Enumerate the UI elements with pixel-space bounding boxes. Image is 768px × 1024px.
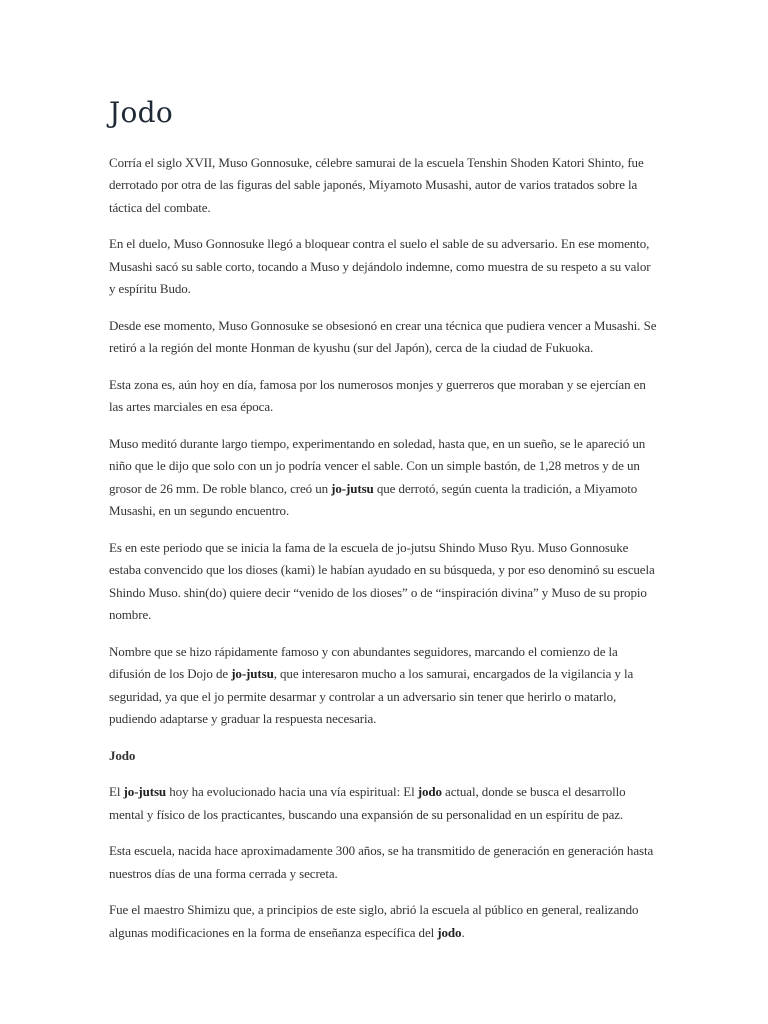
paragraph-7-text-a: Nombre que se hizo rápidamente famoso y con abundantes seguidores, marcando el comienzo de la difusión de los Dojo de xyxy=(109,643,618,682)
article xyxy=(109,96,659,958)
section-subheading: Jodo xyxy=(109,747,136,763)
page-title: Jodo xyxy=(109,96,174,129)
paragraph-9: Esta escuela, nacida hace aproximadamente 300 años, se ha transmitido de generación en generación hasta nuestros días de una forma cerrada y secreta. xyxy=(109,843,654,881)
paragraph-7 xyxy=(109,641,659,731)
paragraph-10 xyxy=(109,899,659,944)
paragraph-7-bold-term: jo-jutsu xyxy=(231,666,274,682)
paragraph-10-text-a: Fue el maestro Shimizu que, a principios de este siglo, abrió la escuela al público en general, realizando algunas modificaciones en la forma de enseñanza específica del xyxy=(109,902,639,940)
paragraph-5-bold-term: jo-jutsu xyxy=(331,480,374,496)
paragraph-3: Desde ese momento, Muso Gonnosuke se obsesionó en crear una técnica que pudiera vencer a Musashi. Se retiró a la región del monte Honman de kyushu (sur del Japón), cerca de la ciudad de Fukuoka. xyxy=(109,317,657,356)
paragraph-8-text-e: actual, donde se busca el desarrollo mental y físico de los practicantes, buscando una expansión de su personalidad en un espíritu de paz. xyxy=(109,784,626,822)
paragraph-8 xyxy=(109,781,659,826)
paragraph-7-text-c: , que interesaron mucho a los samurai, encargados de la vigilancia y la seguridad, ya que el jo permite desarmar y controlar a un adversario sin tener que herirlo o matarlo, pudiendo adaptarse y graduar la respuesta necesaria. xyxy=(109,666,634,727)
paragraph-5-text-a: Muso meditó durante largo tiempo, experimentando en soledad, hasta que, en un sueño, se le apareció un niño que le dijo que solo con un jo podría vencer el sable. Con un simple bastón, de 1,28 metros y de un grosor de 26 mm. De roble blanco, creó un xyxy=(109,435,646,496)
paragraph-1: Corría el siglo XVII, Muso Gonnosuke, célebre samurai de la escuela Tenshin Shoden Katori Shinto, fue derrotado por otra de las figuras del sable japonés, Miyamoto Musashi, autor de varios tratados sobre la táctica del combate. xyxy=(109,154,644,215)
paragraph-8-bold-term-2: jodo xyxy=(417,784,442,800)
paragraph-8-text-c: hoy ha evolucionado hacia una vía espiritual: El xyxy=(166,784,418,800)
paragraph-6: Es en este periodo que se inicia la fama de la escuela de jo-jutsu Shindo Muso Ryu. Muso Gonnosuke estaba convencido que los dioses (kami) le habían ayudado en su búsqueda, y por eso denominó su escuela Shindo Muso. shin(do) quiere decir “venido de los dioses” o de “inspiración divina” y Muso de su propio nombre. xyxy=(109,539,655,623)
paragraph-10-text-c: . xyxy=(461,924,465,940)
paragraph-2: En el duelo, Muso Gonnosuke llegó a bloquear contra el suelo el sable de su adversario. En ese momento, Musashi sacó su sable corto, tocando a Muso y dejándolo indemne, como muestra de su respeto a su valor y espíritu Budo. xyxy=(109,236,651,297)
paragraph-8-bold-term-1: jo-jutsu xyxy=(123,784,167,800)
paragraph-5-text-c: que derrotó, según cuenta la tradición, a Miyamoto Musashi, en un segundo encuentro. xyxy=(109,480,638,519)
paragraph-5 xyxy=(109,433,659,523)
paragraph-10-bold-term: jodo xyxy=(437,924,462,940)
paragraph-8-text-a: El xyxy=(109,784,124,800)
paragraph-4: Esta zona es, aún hoy en día, famosa por los numerosos monjes y guerreros que moraban y se ejercían en las artes marciales en esa época. xyxy=(109,376,646,415)
